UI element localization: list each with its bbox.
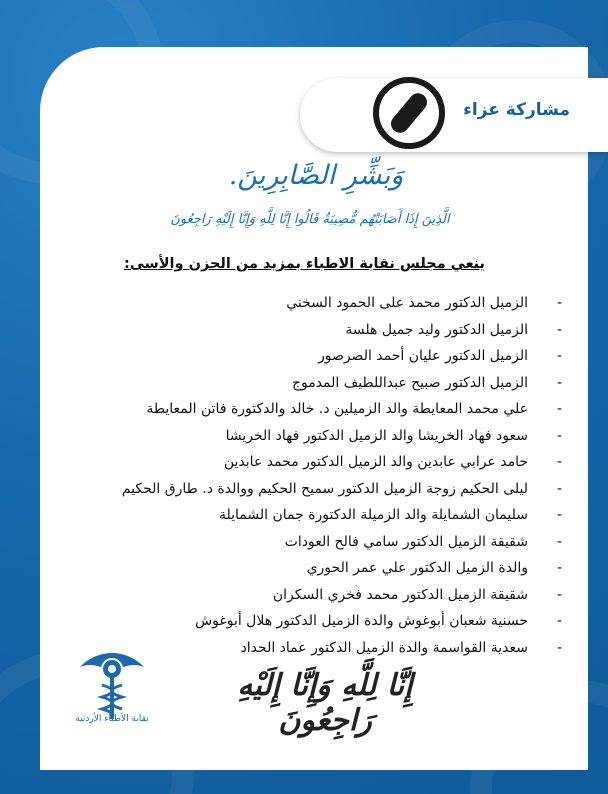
list-item [62, 290, 568, 317]
list-item [62, 317, 568, 344]
list-item [62, 529, 568, 556]
name-text: الزميل الدكتور محمد على الحمود السخني [286, 295, 528, 311]
name-text: شقيقة الزميل الدكتور محمد فخري السكران [272, 586, 528, 603]
banner-title: مشاركة عزاء [463, 100, 570, 120]
bullet-dash: - [556, 374, 562, 391]
list-item [62, 476, 568, 503]
title-banner [300, 78, 608, 152]
list-item [62, 502, 568, 529]
bullet-dash: - [556, 454, 562, 470]
name-text: الزميل الدكتور صبيح عبداللطيف المدموج [291, 374, 528, 391]
name-text: الزميل الدكتور وليد جميل هلسة [345, 321, 528, 338]
list-item [62, 370, 568, 397]
bullet-dash: - [556, 613, 562, 629]
bullet-dash: - [556, 507, 562, 523]
syndicate-logo-icon [72, 645, 152, 725]
name-text: حسنية شعبان أبوغوش والدة الزميل الدكتور هلال أبوغوش [195, 613, 528, 629]
list-item [62, 608, 568, 635]
verse-heading: وَبَشِّرِ الصَّابِرِينَ. [228, 160, 404, 191]
verse-line: الَّذِينَ إِذَا أَصَابَتْهُم مُّصِيبَةٌ قَالُوا إِنَّا لِلَّهِ وَإِنَّا إِلَيْهِ رَاجِعُونَ [170, 212, 450, 227]
list-item [62, 343, 568, 370]
intro-text: ينعي مجلس نقابة الاطباء بمزيد من الحزن والأسى: [124, 256, 485, 272]
logo-caption: نقابة الأطباء الأردنية [75, 714, 149, 724]
list-item [62, 449, 568, 476]
name-text: سليمان الشمايلة والد الزميلة الدكتورة جمان الشمايلة [218, 507, 528, 523]
bullet-dash: - [556, 480, 562, 497]
bullet-dash: - [556, 295, 562, 311]
bullet-dash: - [556, 348, 562, 364]
name-text: شقيقة الزميل الدكتور سامي فالح العودات [284, 533, 528, 550]
bullet-dash: - [556, 586, 562, 603]
list-item [62, 555, 568, 582]
bullet-dash: - [556, 321, 562, 338]
mourning-badge-icon [372, 76, 446, 150]
names-list [62, 290, 568, 661]
closing-verse: إِنَّا لِلَّهِ وَإِنَّا إِلَيْهِ رَاجِعُونَ [237, 668, 413, 738]
name-text: علي محمد المعايطة والد الزميلين د. خالد والدكتورة فاتن المعايطة [146, 401, 528, 417]
name-text: سعدية القواسمة والدة الزميل الدكتور عماد الحداد [240, 639, 528, 656]
name-text: الزميل الدكتور عليان أحمد الصرصور [317, 348, 528, 364]
list-item [62, 396, 568, 423]
name-text: حامد عرابي عابدين والد الزميل الدكتور محمد عابدين [223, 454, 528, 470]
name-text: ليلى الحكيم زوجة الزميل الدكتور سميح الحكيم ووالدة د. طارق الحكيم [121, 480, 528, 497]
list-item [62, 582, 568, 609]
bullet-dash: - [556, 427, 562, 444]
bullet-dash: - [556, 560, 562, 576]
list-item [62, 423, 568, 450]
bullet-dash: - [556, 639, 562, 656]
bullet-dash: - [556, 401, 562, 417]
bullet-dash: - [556, 533, 562, 550]
name-text: سعود فهاد الخريشا والد الزميل الدكتور فهاد الخريشا [225, 427, 528, 444]
name-text: والدة الزميل الدكتور علي عمر الحوري [306, 560, 528, 576]
